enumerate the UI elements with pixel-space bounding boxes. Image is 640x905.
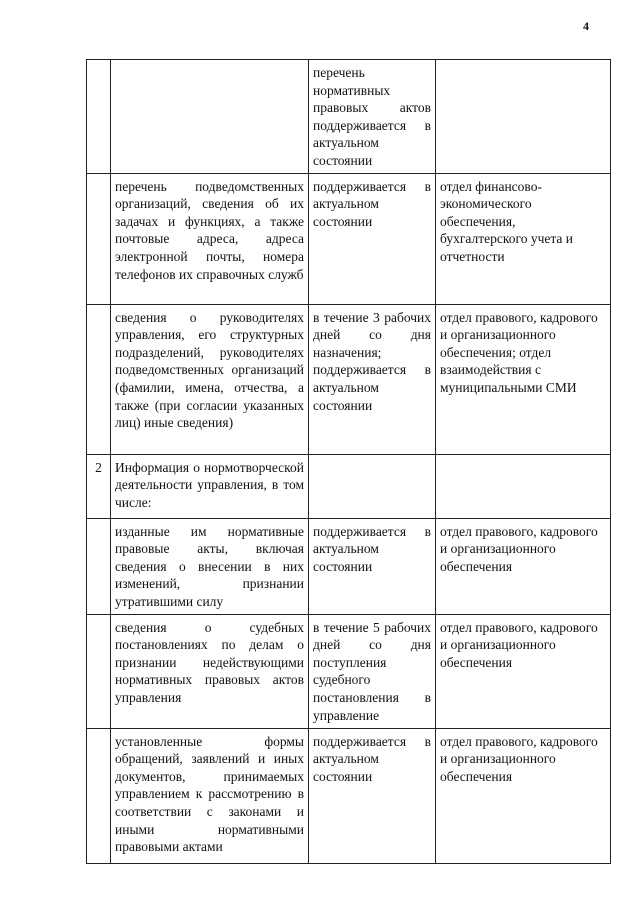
responsible-cell: отдел правового, кадрового и организационного обеспечения [436,728,611,863]
row-number-cell: 2 [87,454,111,518]
deadline-cell: в течение 3 рабочих дней со дня назначения; поддерживается в актуальном состоянии [309,304,436,454]
responsible-cell: отдел финансово-экономического обеспечения, бухгалтерского учета и отчетности [436,173,611,304]
info-cell: изданные им нормативные правовые акты, включая сведения о внесении в них изменений, признании утратившими силу [111,518,309,614]
row-number-cell [87,304,111,454]
table-row [87,304,611,454]
responsible-cell: отдел правового, кадрового и организационного обеспечения [436,518,611,614]
deadline-cell: поддерживается в актуальном состоянии [309,728,436,863]
table-row [87,60,611,174]
information-table [86,59,611,864]
table-row [87,454,611,518]
info-cell: перечень подведомственных организаций, сведения об их задачах и функциях, а также почтовые адреса, адреса электронной почты, номера телефонов их справочных служб [111,173,309,304]
row-number-cell [87,614,111,728]
info-cell [111,60,309,174]
info-cell: сведения о руководителях управления, его структурных подразделений, руководителях подведомственных организаций (фамилии, имена, отчества, а также (при согласии указанных лиц) иные сведения) [111,304,309,454]
responsible-cell: отдел правового, кадрового и организационного обеспечения [436,614,611,728]
table-row [87,173,611,304]
deadline-cell: в течение 5 рабочих дней со дня поступления судебного постановления в управление [309,614,436,728]
deadline-cell [309,454,436,518]
table-row [87,518,611,614]
table-row [87,614,611,728]
responsible-cell: отдел правового, кадрового и организационного обеспечения; отдел взаимодействия с муниципальными СМИ [436,304,611,454]
page-number: 4 [583,19,589,33]
deadline-cell: перечень нормативных правовых актов поддерживается в актуальном состоянии [309,60,436,174]
row-number-cell [87,173,111,304]
info-cell: сведения о судебных постановлениях по делам о признании недействующими нормативных правовых актов управления [111,614,309,728]
row-number-cell [87,518,111,614]
info-cell: установленные формы обращений, заявлений и иных документов, принимаемых управлением к рассмотрению в соответствии с законами и иными нормативными правовыми актами [111,728,309,863]
deadline-cell: поддерживается в актуальном состоянии [309,173,436,304]
responsible-cell [436,60,611,174]
info-cell: Информация о нормотворческой деятельности управления, в том числе: [111,454,309,518]
row-number-cell [87,60,111,174]
row-number-cell [87,728,111,863]
deadline-cell: поддерживается в актуальном состоянии [309,518,436,614]
table-row [87,728,611,863]
responsible-cell [436,454,611,518]
